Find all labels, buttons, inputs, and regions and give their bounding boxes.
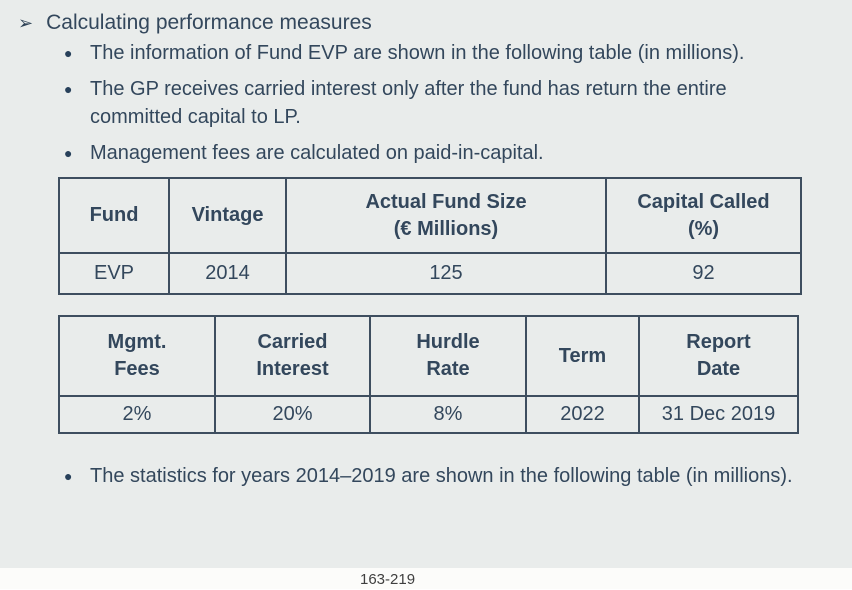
table-row bbox=[59, 396, 798, 433]
header-line: (€ Millions) bbox=[393, 217, 499, 240]
header-line: Rate bbox=[426, 358, 470, 380]
fund-terms-table bbox=[58, 315, 799, 434]
header-cell-hurdle-rate bbox=[370, 316, 526, 396]
list-item bbox=[64, 462, 816, 490]
table-cell-hurdle-rate: 8% bbox=[370, 396, 526, 433]
bullet-text: Management fees are calculated on paid-in-capital. bbox=[90, 142, 544, 164]
bullet-dot-icon: ● bbox=[64, 468, 73, 484]
table-cell-fund-size: 125 bbox=[286, 253, 606, 294]
header-line: Mgmt. bbox=[107, 331, 167, 353]
header-cell-fund-size bbox=[286, 178, 606, 253]
bullet-text: The information of Fund EVP are shown in the following table (in millions). bbox=[90, 42, 745, 64]
bullet-dot-icon: ● bbox=[64, 145, 73, 161]
header-line: Actual Fund Size bbox=[365, 190, 527, 213]
fund-info-table bbox=[58, 177, 802, 295]
header-line: Date bbox=[696, 358, 741, 380]
header-line: (%) bbox=[687, 217, 720, 240]
table-header-row bbox=[59, 178, 801, 253]
bullet-dot-icon: ● bbox=[64, 45, 73, 61]
table-cell-term: 2022 bbox=[526, 396, 639, 433]
table-cell-capital-called: 92 bbox=[606, 253, 801, 294]
footer-bar bbox=[0, 568, 852, 589]
header-cell-term bbox=[526, 316, 639, 396]
list-item bbox=[64, 75, 816, 131]
bullet-list bbox=[64, 39, 816, 167]
table-cell-fund: EVP bbox=[59, 253, 169, 294]
header-line: Report bbox=[686, 331, 751, 353]
header-cell-vintage bbox=[169, 178, 286, 253]
header-cell-capital-called bbox=[606, 178, 801, 253]
table-cell-vintage: 2014 bbox=[169, 253, 286, 294]
page-title: Calculating performance measures bbox=[46, 11, 372, 34]
header-line: Capital Called bbox=[637, 190, 770, 213]
arrow-bullet-icon: ➢ bbox=[18, 13, 34, 33]
header-line: Vintage bbox=[191, 204, 264, 226]
table-cell-carried-interest: 20% bbox=[215, 396, 370, 433]
list-item bbox=[64, 39, 816, 67]
header-cell-report-date bbox=[639, 316, 798, 396]
header-line: Term bbox=[558, 344, 607, 367]
bullet-text: The GP receives carried interest only after the fund has return the entire committed capital to LP. bbox=[90, 78, 727, 128]
list-item bbox=[64, 139, 816, 167]
table-cell-report-date: 31 Dec 2019 bbox=[639, 396, 798, 433]
table-header-row bbox=[59, 316, 798, 396]
header-line: Fund bbox=[89, 204, 139, 226]
header-line: Hurdle bbox=[416, 331, 480, 353]
bullet-dot-icon: ● bbox=[64, 81, 73, 97]
bullet-list-after-tables bbox=[64, 462, 816, 490]
table-cell-mgmt-fees: 2% bbox=[59, 396, 215, 433]
header-cell-mgmt-fees bbox=[59, 316, 215, 396]
header-line: Interest bbox=[256, 358, 329, 380]
header-line: Carried bbox=[257, 331, 328, 353]
header-line: Fees bbox=[114, 358, 160, 380]
page-number: 163-219 bbox=[360, 571, 416, 588]
bullet-text: The statistics for years 2014–2019 are shown in the following table (in millions). bbox=[90, 465, 793, 487]
header-cell-carried-interest bbox=[215, 316, 370, 396]
header-cell-fund bbox=[59, 178, 169, 253]
title-row bbox=[0, 0, 852, 37]
table-row bbox=[59, 253, 801, 294]
